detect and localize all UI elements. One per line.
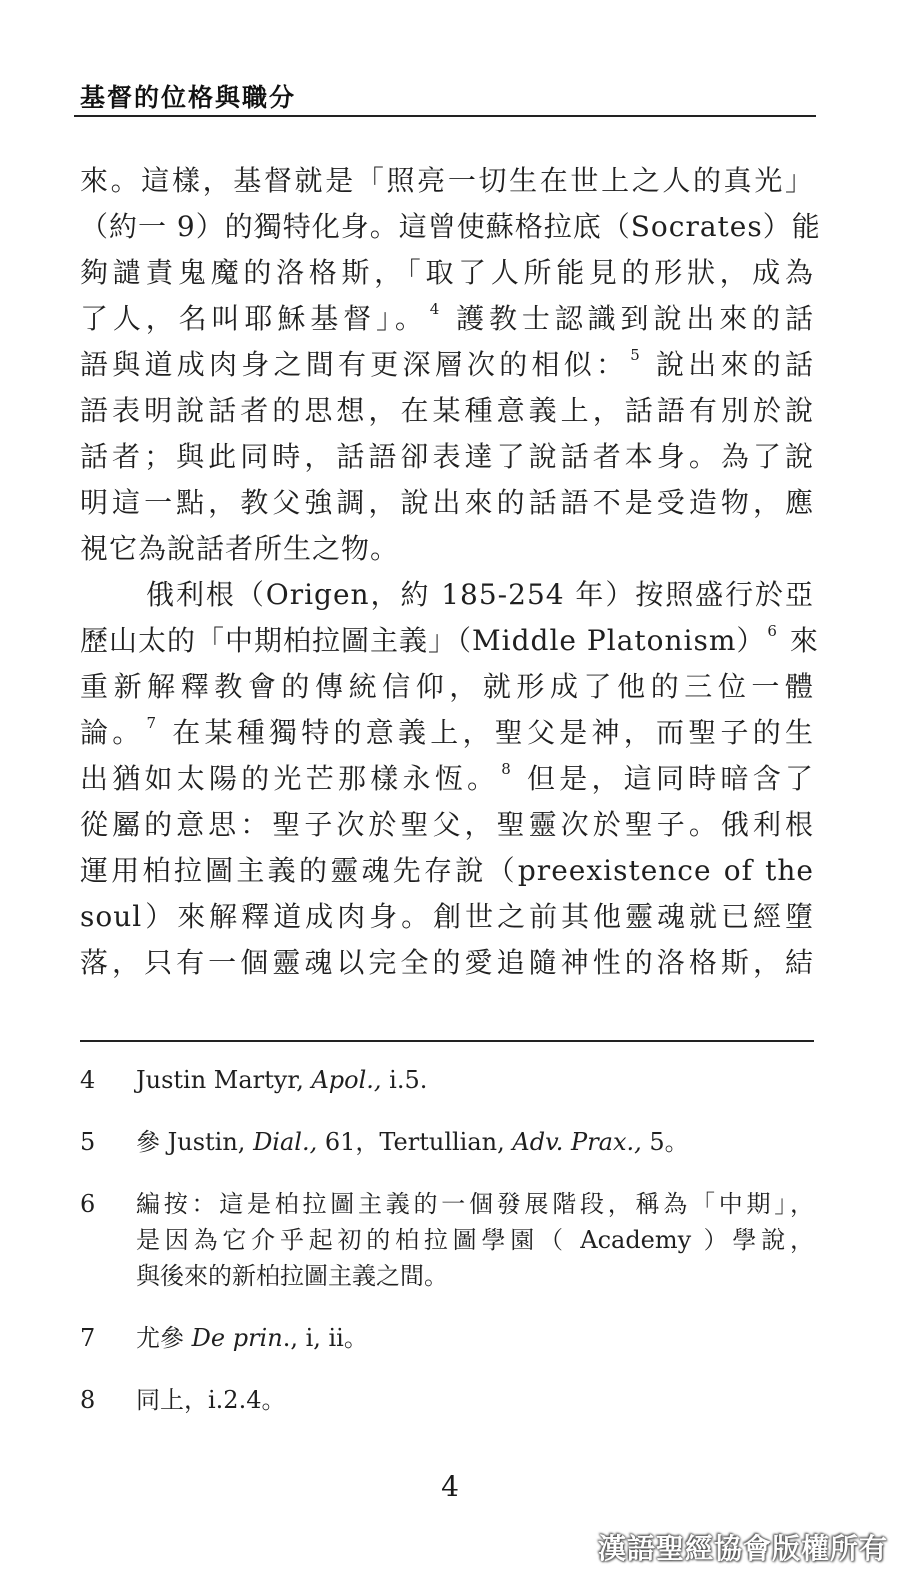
footnote-number: 4	[80, 1066, 96, 1094]
text-segment: i.5.	[381, 1066, 428, 1094]
body-line	[80, 710, 814, 756]
footnote-number: 5	[80, 1128, 96, 1156]
italic-text: De prin	[191, 1324, 283, 1352]
footnote-marker: 5	[630, 346, 641, 364]
footnote-text	[136, 1386, 285, 1414]
footnote-line: 是因為它介乎起初的柏拉圖學園（ Academy ）學說，	[136, 1226, 814, 1254]
body-line	[80, 158, 814, 204]
running-head: 基督的位格與職分	[80, 83, 297, 112]
body-line	[80, 480, 814, 526]
footnote-text	[136, 1128, 689, 1156]
footnote-marker: 6	[767, 622, 778, 640]
footnote-line: 與後來的新柏拉圖主義之間。	[136, 1262, 448, 1290]
footnote-number: 6	[80, 1190, 96, 1218]
text-segment: 落，只有一個靈魂以完全的愛追隨神性的洛格斯，結	[80, 946, 814, 979]
copyright-watermark: 漢語聖經協會版權所有	[597, 1532, 888, 1565]
footnote-number: 8	[80, 1386, 96, 1414]
text-segment: 尤參	[136, 1324, 192, 1352]
text-segment: 視它為說話者所生之物。	[80, 532, 400, 565]
body-line	[80, 618, 819, 664]
text-segment: 但是，這同時暗含了	[513, 762, 814, 795]
footnote-text	[136, 1186, 814, 1294]
text-segment: 論。	[80, 716, 145, 749]
footnote-marker: 4	[429, 300, 441, 318]
italic-text: Apol.,	[311, 1066, 382, 1094]
text-segment: 護教士認識到說出來的話	[442, 302, 814, 335]
body-line	[80, 296, 814, 342]
body-line	[80, 388, 814, 434]
body-line	[80, 526, 814, 572]
text-segment: 61，Tertullian,	[317, 1128, 513, 1156]
text-segment: 來。這樣，基督就是「照亮一切生在世上之人的真光」	[80, 164, 814, 197]
footnote-item	[80, 1062, 814, 1098]
text-segment: 語與道成肉身之間有更深層次的相似：	[80, 348, 629, 381]
text-segment: soul）來解釋道成肉身。創世之前其他靈魂就已經墮	[80, 900, 814, 933]
text-segment: 夠譴責鬼魔的洛格斯，「取了人所能見的形狀，成為	[80, 256, 814, 289]
footnote-text	[136, 1324, 368, 1352]
text-segment: 明這一點，教父強調，說出來的話語不是受造物，應	[80, 486, 814, 519]
body-line	[80, 940, 814, 986]
text-segment: 說出來的話	[642, 348, 814, 381]
text-segment: 俄利根（Origen，約 185-254 年）按照盛行於亞	[146, 578, 814, 611]
footnote-item	[80, 1382, 814, 1418]
text-segment: 話者；與此同時，話語卻表達了說話者本身。為了說	[80, 440, 814, 473]
text-segment: 歷山太的「中期柏拉圖主義」（Middle Platonism）	[80, 624, 766, 657]
body-line	[80, 204, 821, 250]
text-segment: 來	[779, 624, 819, 657]
page-number: 4	[441, 1470, 459, 1503]
footnote-rule	[80, 1040, 814, 1042]
text-segment: 參 Justin,	[136, 1128, 254, 1156]
text-segment: 在某種獨特的意義上，聖父是神，而聖子的生	[159, 716, 814, 749]
footnote-number: 7	[80, 1324, 96, 1352]
text-segment: Justin Martyr,	[136, 1066, 312, 1094]
body-line	[80, 434, 814, 480]
footnote-item	[80, 1124, 814, 1160]
body-line	[80, 756, 814, 802]
text-segment: ., i, ii。	[282, 1324, 368, 1352]
body-line	[80, 572, 814, 618]
header-rule	[74, 115, 816, 117]
text-segment: 運用柏拉圖主義的靈魂先存說（preexistence of the	[80, 854, 814, 887]
text-segment: 同上，i.2.4。	[136, 1386, 286, 1414]
footnote-text	[136, 1066, 427, 1094]
body-line	[80, 802, 814, 848]
footnote-item	[80, 1320, 814, 1356]
italic-text: Dial.,	[253, 1128, 318, 1156]
text-segment: （約一 9）的獨特化身。這曾使蘇格拉底（Socrates）能	[80, 210, 821, 243]
footnote-line: 編按：這是柏拉圖主義的一個發展階段，稱為「中期」，	[136, 1190, 814, 1218]
text-segment: 語表明說話者的思想，在某種意義上，話語有別於說	[80, 394, 814, 427]
text-segment: 了人，名叫耶穌基督」。	[80, 302, 428, 335]
body-line	[80, 848, 814, 894]
body-line	[80, 664, 814, 710]
footnote-marker: 7	[146, 714, 158, 732]
text-segment: 5。	[641, 1128, 689, 1156]
body-line	[80, 894, 814, 940]
body-line	[80, 250, 814, 296]
text-segment: 從屬的意思：聖子次於聖父，聖靈次於聖子。俄利根	[80, 808, 814, 841]
italic-text: Adv. Prax.,	[512, 1128, 642, 1156]
footnotes	[80, 1062, 814, 1418]
body-text	[80, 158, 821, 986]
text-segment: 出猶如太陽的光芒那樣永恆。	[80, 762, 500, 795]
text-segment: 重新解釋教會的傳統信仰，就形成了他的三位一體	[80, 670, 814, 703]
footnote-marker: 8	[501, 760, 512, 778]
body-line	[80, 342, 814, 388]
footnote-item	[80, 1186, 814, 1294]
